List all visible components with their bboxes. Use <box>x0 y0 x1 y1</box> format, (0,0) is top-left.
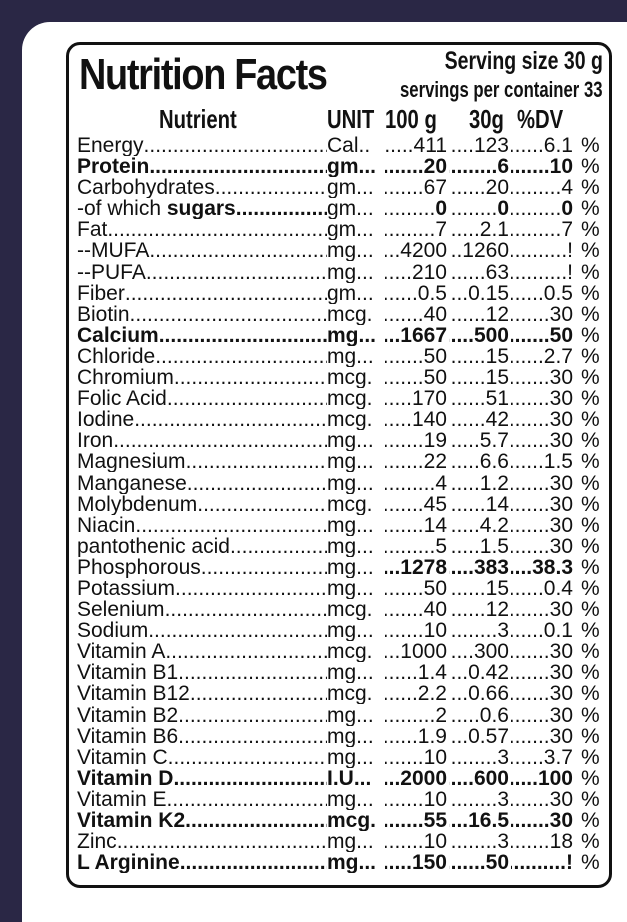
value-daily-value: ..... 6.1 <box>511 135 573 156</box>
value-per-30g: ..... 12 <box>449 599 509 620</box>
value-daily-value: ..... 30 <box>511 409 573 430</box>
table-row <box>77 620 609 641</box>
nutrient-unit: mg... <box>327 620 374 642</box>
table-row <box>77 726 609 747</box>
table-row <box>77 177 609 198</box>
percent-sign: % <box>581 493 600 515</box>
value-per-30g: ..... 12 <box>449 304 509 325</box>
value-per-100g: ..... 170 <box>385 388 447 409</box>
table-row <box>77 367 609 388</box>
value-daily-value: ..... 1.5 <box>511 451 573 472</box>
nutrient-name: Phosphorous ..... <box>77 557 327 578</box>
nutrient-unit: mg... <box>327 345 374 367</box>
nutrient-unit: mg... <box>327 852 377 874</box>
value-per-30g: ..... 20 <box>449 177 509 198</box>
table-row <box>77 747 609 768</box>
value-daily-value: ..... 30 <box>511 304 573 325</box>
value-per-100g: ..... 55 <box>385 810 447 831</box>
nutrient-unit: gm... <box>327 282 374 304</box>
table-row <box>77 515 609 536</box>
value-per-100g: ..... 5 <box>385 536 447 557</box>
nutrient-unit: mg... <box>327 451 374 473</box>
value-per-30g: ..... 0.66 <box>449 683 509 704</box>
value-per-30g: ..... 51 <box>449 388 509 409</box>
value-per-30g: ..... 1.5 <box>449 536 509 557</box>
table-row <box>77 768 609 789</box>
table-row <box>77 789 609 810</box>
nutrient-unit: mcg. <box>327 683 373 705</box>
table-row <box>77 473 609 494</box>
nutrient-name: -of which sugars ..... <box>77 198 327 219</box>
nutrient-unit: mg... <box>327 430 374 452</box>
value-daily-value: ..... 100 <box>511 768 573 789</box>
nutrient-unit: Cal.. <box>327 135 371 156</box>
nutrient-name: Vitamin B12 ..... <box>77 683 327 704</box>
value-per-100g: ..... 22 <box>385 451 447 472</box>
percent-sign: % <box>581 472 600 494</box>
percent-sign: % <box>581 641 600 663</box>
value-per-100g: ..... 40 <box>385 599 447 620</box>
percent-sign: % <box>581 514 600 536</box>
table-row <box>77 451 609 472</box>
value-daily-value: ..... ! <box>511 852 573 873</box>
nutrient-unit: mg... <box>327 472 374 494</box>
table-row <box>77 641 609 662</box>
value-per-100g: ..... 4 <box>385 473 447 494</box>
percent-sign: % <box>581 704 600 726</box>
value-per-100g: ..... 40 <box>385 304 447 325</box>
nutrient-unit: mg... <box>327 788 374 810</box>
value-per-30g: ..... 500 <box>449 325 509 346</box>
percent-sign: % <box>581 261 600 283</box>
value-per-30g: ..... 0.15 <box>449 283 509 304</box>
value-daily-value: ..... 30 <box>511 473 573 494</box>
value-per-100g: ..... 1.9 <box>385 726 447 747</box>
value-per-100g: ..... 150 <box>385 852 447 873</box>
nutrient-unit: mcg. <box>327 810 377 831</box>
percent-sign: % <box>581 303 600 325</box>
value-daily-value: ..... 7 <box>511 219 573 240</box>
value-daily-value: ..... 30 <box>511 641 573 662</box>
nutrient-name: Energy ..... <box>77 135 327 156</box>
percent-sign: % <box>581 430 600 452</box>
nutrient-name: Chromium ..... <box>77 367 327 388</box>
value-per-30g: ..... 63 <box>449 262 509 283</box>
value-daily-value: ..... 30 <box>511 536 573 557</box>
table-row <box>77 557 609 578</box>
table-row <box>77 346 609 367</box>
nutrient-name: Magnesium ..... <box>77 451 327 472</box>
value-per-30g: ..... 4.2 <box>449 515 509 536</box>
value-per-100g: ..... 4200 <box>385 240 447 261</box>
percent-sign: % <box>581 683 600 705</box>
nutrient-unit: mg... <box>327 662 374 684</box>
servings-per-container: servings per container 33 <box>400 77 603 102</box>
value-per-30g: ..... 15 <box>449 346 509 367</box>
nutrient-unit: mg... <box>327 704 374 726</box>
value-per-30g: ..... 0.42 <box>449 662 509 683</box>
value-per-100g: ..... 50 <box>385 346 447 367</box>
value-daily-value: ..... 30 <box>511 515 573 536</box>
percent-sign: % <box>581 156 600 178</box>
nutrient-unit: mcg. <box>327 409 373 431</box>
column-header-row <box>69 105 609 133</box>
nutrient-name: Protein ..... <box>77 156 327 177</box>
value-per-30g: ..... 16.5 <box>449 810 509 831</box>
nutrient-name: Fiber ..... <box>77 283 327 304</box>
nutrient-name: Folic Acid ..... <box>77 388 327 409</box>
nutrient-unit: mg... <box>327 261 374 283</box>
nutrient-name: Chloride ..... <box>77 346 327 367</box>
table-row <box>77 283 609 304</box>
nutrient-name: Vitamin C ..... <box>77 747 327 768</box>
value-per-30g: ..... 0.6 <box>449 705 509 726</box>
percent-sign: % <box>581 788 600 810</box>
value-daily-value: ..... 30 <box>511 705 573 726</box>
percent-sign: % <box>581 409 600 431</box>
percent-sign: % <box>581 451 600 473</box>
nutrient-unit: gm... <box>327 177 374 199</box>
value-daily-value: ..... 30 <box>511 662 573 683</box>
value-per-100g: ..... 0.5 <box>385 283 447 304</box>
value-daily-value: ..... 30 <box>511 494 573 515</box>
nutrient-unit: mg... <box>327 577 374 599</box>
value-per-30g: ..... 123 <box>449 135 509 156</box>
nutrient-name: Vitamin D ..... <box>77 768 327 789</box>
value-per-100g: ..... 1.4 <box>385 662 447 683</box>
percent-sign: % <box>581 345 600 367</box>
table-row <box>77 262 609 283</box>
nutrient-name: --PUFA ..... <box>77 262 327 283</box>
value-per-100g: ..... 210 <box>385 262 447 283</box>
table-row <box>77 599 609 620</box>
percent-sign: % <box>581 388 600 410</box>
value-per-100g: ..... 50 <box>385 367 447 388</box>
percent-sign: % <box>581 852 600 874</box>
nutrient-unit: mg... <box>327 831 374 853</box>
nutrient-name: Carbohydrates ..... <box>77 177 327 198</box>
value-per-30g: ..... 0 <box>449 198 509 219</box>
table-row <box>77 325 609 346</box>
nutrient-unit: mcg. <box>327 303 373 325</box>
percent-sign: % <box>581 282 600 304</box>
percent-sign: % <box>581 725 600 747</box>
value-daily-value: ..... 4 <box>511 177 573 198</box>
percent-sign: % <box>581 831 600 853</box>
value-daily-value: ..... ! <box>511 240 573 261</box>
value-per-30g: ..... 15 <box>449 578 509 599</box>
value-daily-value: ..... 10 <box>511 156 573 177</box>
nutrient-name: Vitamin B2 ..... <box>77 705 327 726</box>
nutrient-name: Selenium ..... <box>77 599 327 620</box>
nutrient-name: L Arginine ..... <box>77 852 327 873</box>
value-daily-value: ..... ! <box>511 262 573 283</box>
value-per-100g: ..... 10 <box>385 789 447 810</box>
percent-sign: % <box>581 177 600 199</box>
nutrient-unit: mcg. <box>327 599 373 621</box>
nutrient-name: Zinc ..... <box>77 831 327 852</box>
value-per-30g: ..... 42 <box>449 409 509 430</box>
nutrient-name: Niacin ..... <box>77 515 327 536</box>
value-per-30g: ..... 14 <box>449 494 509 515</box>
nutrient-unit: I.U... <box>327 767 372 789</box>
nutrient-unit: mg... <box>327 725 374 747</box>
value-per-30g: ..... 50 <box>449 852 509 873</box>
value-per-100g: ..... 1000 <box>385 641 447 662</box>
header-unit: UNIT <box>327 104 375 134</box>
value-per-30g: ..... 2.1 <box>449 219 509 240</box>
value-daily-value: ..... 30 <box>511 683 573 704</box>
table-row <box>77 240 609 261</box>
nutrient-unit: mcg. <box>327 367 373 389</box>
table-row <box>77 810 609 831</box>
value-per-30g: ..... 15 <box>449 367 509 388</box>
value-daily-value: ..... 30 <box>511 726 573 747</box>
value-daily-value: ..... 0 <box>511 198 573 219</box>
value-daily-value: ..... 0.4 <box>511 578 573 599</box>
nutrient-unit: mcg. <box>327 493 373 515</box>
nutrient-unit: mcg. <box>327 641 373 663</box>
nutrient-unit: mcg. <box>327 388 373 410</box>
value-per-30g: ..... 600 <box>449 768 509 789</box>
nutrient-unit: gm... <box>327 219 374 241</box>
value-per-100g: ..... 10 <box>385 747 447 768</box>
nutrient-unit: mg... <box>327 514 374 536</box>
value-daily-value: ..... 30 <box>511 367 573 388</box>
table-row <box>77 198 609 219</box>
value-per-30g: ..... 3 <box>449 789 509 810</box>
nutrient-name: pantothenic acid ..... <box>77 536 327 557</box>
value-daily-value: ..... 30 <box>511 810 573 831</box>
value-per-100g: ..... 7 <box>385 219 447 240</box>
table-row <box>77 156 609 177</box>
value-per-100g: ..... 45 <box>385 494 447 515</box>
value-per-100g: ..... 50 <box>385 578 447 599</box>
table-row <box>77 135 609 156</box>
value-daily-value: ..... 30 <box>511 388 573 409</box>
value-per-100g: ..... 2000 <box>385 768 447 789</box>
table-row <box>77 662 609 683</box>
percent-sign: % <box>581 746 600 768</box>
nutrient-name: Molybdenum ..... <box>77 494 327 515</box>
value-per-100g: ..... 1667 <box>385 325 447 346</box>
nutrition-facts-label <box>66 42 612 888</box>
nutrient-unit: mg... <box>327 240 374 262</box>
table-row <box>77 304 609 325</box>
value-per-100g: ..... 67 <box>385 177 447 198</box>
percent-sign: % <box>581 599 600 621</box>
table-row <box>77 388 609 409</box>
percent-sign: % <box>581 662 600 684</box>
value-per-30g: ..... 3 <box>449 831 509 852</box>
table-row <box>77 683 609 704</box>
table-row <box>77 494 609 515</box>
value-daily-value: ..... 2.7 <box>511 346 573 367</box>
value-daily-value: ..... 18 <box>511 831 573 852</box>
value-per-30g: ..... 1.2 <box>449 473 509 494</box>
value-daily-value: ..... 0.1 <box>511 620 573 641</box>
value-per-100g: ..... 411 <box>385 135 447 156</box>
value-per-100g: ..... 2 <box>385 705 447 726</box>
percent-sign: % <box>581 367 600 389</box>
nutrient-unit: mg... <box>327 535 374 557</box>
table-row <box>77 831 609 852</box>
value-per-30g: ..... 383 <box>449 557 509 578</box>
percent-sign: % <box>581 198 600 220</box>
value-per-100g: ..... 1278 <box>385 557 447 578</box>
value-daily-value: ..... 30 <box>511 599 573 620</box>
nutrient-name: Vitamin K2 ..... <box>77 810 327 831</box>
percent-sign: % <box>581 620 600 642</box>
percent-sign: % <box>581 240 600 262</box>
percent-sign: % <box>581 810 600 831</box>
table-row <box>77 852 609 873</box>
table-row <box>77 219 609 240</box>
value-daily-value: ..... 50 <box>511 325 573 346</box>
value-per-100g: ..... 10 <box>385 620 447 641</box>
value-daily-value: ..... 30 <box>511 430 573 451</box>
table-row <box>77 705 609 726</box>
nutrient-name: --MUFA ..... <box>77 240 327 261</box>
header-per-30g: 30g <box>469 104 504 134</box>
nutrient-name: Fat ..... <box>77 219 327 240</box>
value-daily-value: ..... 38.3 <box>511 557 573 578</box>
nutrient-unit: gm... <box>327 198 374 220</box>
percent-sign: % <box>581 219 600 241</box>
value-per-30g: ..... 1260 <box>449 240 509 261</box>
value-daily-value: ..... 3.7 <box>511 747 573 768</box>
percent-sign: % <box>581 767 600 789</box>
value-daily-value: ..... 30 <box>511 789 573 810</box>
value-per-30g: ..... 5.7 <box>449 430 509 451</box>
nutrient-name: Potassium ..... <box>77 578 327 599</box>
nutrient-name: Manganese ..... <box>77 473 327 494</box>
nutrient-name: Biotin ..... <box>77 304 327 325</box>
percent-sign: % <box>581 324 600 346</box>
table-row <box>77 409 609 430</box>
percent-sign: % <box>581 135 600 156</box>
nutrient-name: Sodium ..... <box>77 620 327 641</box>
value-per-100g: ..... 19 <box>385 430 447 451</box>
table-row <box>77 430 609 451</box>
serving-size: Serving size 30 g <box>444 47 603 75</box>
value-per-100g: ..... 0 <box>385 198 447 219</box>
value-per-100g: ..... 140 <box>385 409 447 430</box>
value-per-100g: ..... 2.2 <box>385 683 447 704</box>
nutrient-unit: gm... <box>327 156 377 178</box>
nutrient-unit: mg... <box>327 746 374 768</box>
nutrient-unit: mg... <box>327 556 374 578</box>
value-per-100g: ..... 20 <box>385 156 447 177</box>
header-per-100g: 100 g <box>385 104 437 134</box>
table-row <box>77 578 609 599</box>
value-daily-value: ..... 0.5 <box>511 283 573 304</box>
header-daily-value: %DV <box>517 104 564 134</box>
nutrient-name: Vitamin B6 ..... <box>77 726 327 747</box>
table-row <box>77 536 609 557</box>
label-title: Nutrition Facts <box>79 50 327 99</box>
nutrient-unit: mg... <box>327 324 377 346</box>
nutrient-name: Vitamin A ..... <box>77 641 327 662</box>
percent-sign: % <box>581 556 600 578</box>
nutrient-name: Calcium ..... <box>77 325 327 346</box>
percent-sign: % <box>581 535 600 557</box>
value-per-100g: ..... 14 <box>385 515 447 536</box>
nutrient-name: Iron ..... <box>77 430 327 451</box>
nutrient-table <box>77 135 609 873</box>
nutrient-name: Iodine ..... <box>77 409 327 430</box>
value-per-30g: ..... 6 <box>449 156 509 177</box>
value-per-30g: ..... 3 <box>449 620 509 641</box>
value-per-30g: ..... 300 <box>449 641 509 662</box>
nutrient-name: Vitamin E ..... <box>77 789 327 810</box>
value-per-30g: ..... 3 <box>449 747 509 768</box>
nutrient-name: Vitamin B1 ..... <box>77 662 327 683</box>
header-nutrient: Nutrient <box>159 104 237 134</box>
value-per-30g: ..... 0.57 <box>449 726 509 747</box>
value-per-30g: ..... 6.6 <box>449 451 509 472</box>
percent-sign: % <box>581 577 600 599</box>
value-per-100g: ..... 10 <box>385 831 447 852</box>
